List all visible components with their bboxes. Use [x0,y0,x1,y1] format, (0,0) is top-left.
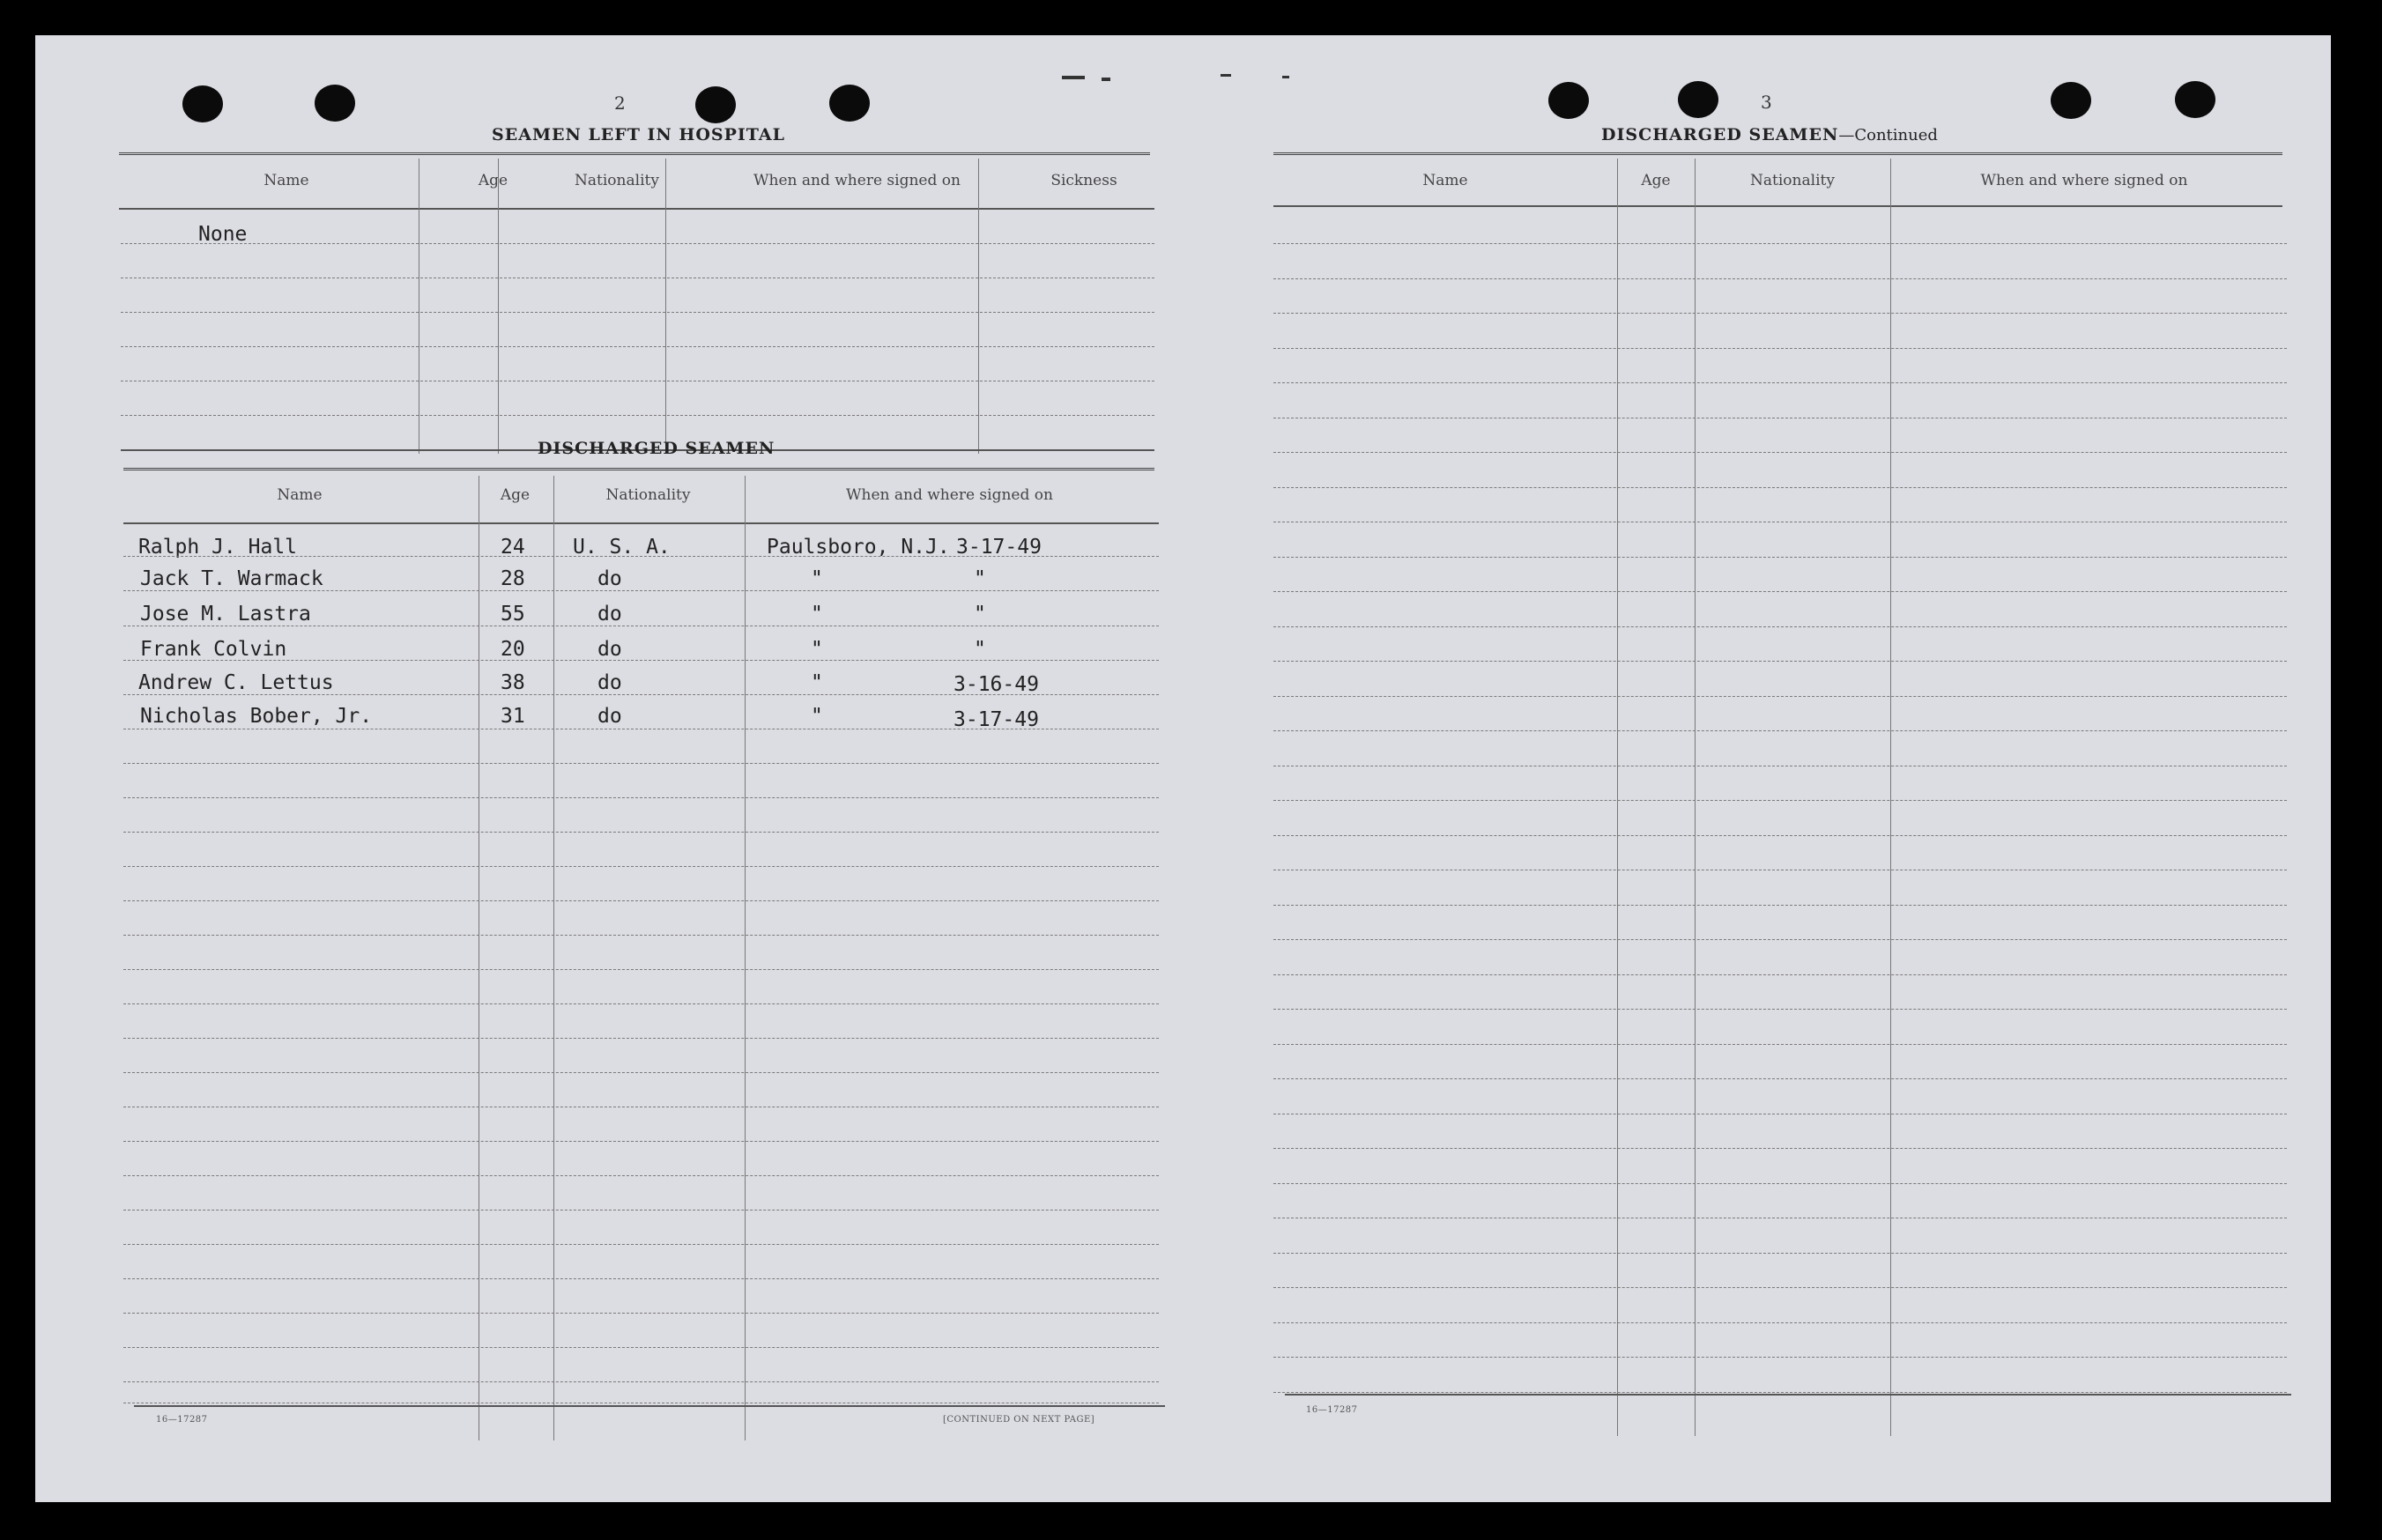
column-divider [1617,159,1618,1436]
ruled-line [123,1313,1159,1314]
seaman-nationality: do [597,705,622,728]
continued-note: [CONTINUED ON NEXT PAGE] [943,1415,1095,1425]
column-header-nationality: Nationality [1750,172,1835,189]
column-header-age: Age [500,486,531,504]
double-rule [123,468,1154,470]
punch-hole [1548,82,1589,119]
table-bottom-rule [134,1405,1165,1407]
header-rule [123,522,1159,524]
punch-hole [182,85,223,122]
ruled-line [1273,1253,2287,1254]
hospital-entry: None [198,223,248,246]
ink-mark [1102,78,1110,81]
punch-hole [315,85,355,122]
column-header-when-where: When and where signed on [1980,172,2188,189]
hospital-section-title: SEAMEN LEFT IN HOSPITAL [492,125,785,144]
document-spread [35,35,2331,1502]
ruled-line [1273,1287,2287,1288]
seaman-nationality: do [597,638,622,661]
seaman-name: Ralph J. Hall [138,536,298,559]
ruled-line [123,1141,1159,1142]
section-title: DISCHARGED SEAMEN [1601,125,1839,144]
ruled-line [1273,278,2287,279]
ruled-line [123,1003,1159,1004]
ruled-line [123,1175,1159,1176]
punch-hole [2175,81,2215,118]
seaman-name: Jack T. Warmack [140,567,323,590]
ruled-line [121,415,1154,416]
ruled-line [1273,1078,2287,1079]
column-header-when-where: When and where signed on [846,486,1053,504]
seaman-name: Jose M. Lastra [140,603,311,626]
column-header-nationality: Nationality [575,172,659,189]
ruled-line [123,1347,1159,1348]
seaman-age: 38 [501,671,525,694]
column-header-nationality: Nationality [605,486,691,504]
column-header-age: Age [1641,172,1671,189]
ruled-line [123,660,1159,661]
header-rule [119,208,1154,210]
column-divider [1695,159,1696,1436]
ruled-line [123,797,1159,798]
seaman-name: Andrew C. Lettus [138,671,334,694]
signed-on-place: " [811,567,823,590]
signed-on-place: " [811,638,823,661]
table-bottom-rule [1285,1394,2291,1396]
ruled-line [1273,243,2287,244]
ruled-line [1273,800,2287,801]
punch-hole [2051,82,2091,119]
seaman-nationality: do [597,671,622,694]
ruled-line [121,346,1154,347]
ruled-line [1273,452,2287,453]
seaman-name: Frank Colvin [140,638,287,661]
ruled-line [1273,905,2287,906]
ruled-line [123,763,1159,764]
ruled-line [123,556,1159,557]
ruled-line [1273,382,2287,383]
signed-on-place: Paulsboro, N.J. [767,536,950,559]
seaman-age: 24 [501,536,525,559]
signed-on-place: " [811,671,823,694]
column-divider [498,159,499,454]
signed-on-date: " [974,603,986,626]
ruled-line [123,1210,1159,1211]
ink-mark [1062,76,1085,79]
ruled-line [1273,487,2287,488]
seaman-age: 28 [501,567,525,590]
signed-on-place: " [811,705,823,728]
form-number: 16—17287 [1306,1405,1358,1415]
signed-on-date: 3-17-49 [954,708,1039,731]
punch-hole [829,85,870,122]
ruled-line [123,1381,1159,1382]
discharged-continued-title [1601,125,1938,144]
ruled-line [1273,939,2287,940]
ruled-line [121,312,1154,313]
column-divider [978,159,979,454]
column-header-sickness: Sickness [1050,172,1117,189]
ruled-line [123,590,1159,591]
page-number: 2 [614,93,626,114]
ruled-line [1273,557,2287,558]
ink-mark [1282,76,1289,78]
ruled-line [1273,1392,2287,1393]
punch-hole [1678,81,1718,118]
ruled-line [123,1244,1159,1245]
double-rule [119,152,1150,155]
column-divider [665,159,666,454]
header-rule [1273,205,2282,207]
seaman-age: 55 [501,603,525,626]
form-number: 16—17287 [156,1415,208,1425]
column-header-name: Name [277,486,323,504]
column-header-when-where: When and where signed on [753,172,961,189]
ruled-line [123,969,1159,970]
punch-hole [695,86,736,123]
double-rule [1273,152,2282,155]
ink-mark [1221,74,1231,77]
ruled-line [123,832,1159,833]
seaman-age: 20 [501,638,525,661]
ruled-line [1273,730,2287,731]
ruled-line [123,1278,1159,1279]
ruled-line [1273,974,2287,975]
seaman-nationality: do [597,567,622,590]
signed-on-date: 3-17-49 [956,536,1042,559]
ruled-line [123,1038,1159,1039]
ruled-line [121,243,1154,244]
seaman-nationality: U. S. A. [573,536,671,559]
ruled-line [1273,626,2287,627]
ruled-line [1273,1183,2287,1184]
discharged-section-title: DISCHARGED SEAMEN [538,439,775,458]
seaman-age: 31 [501,705,525,728]
signed-on-date: " [974,638,986,661]
column-divider [1890,159,1891,1436]
ruled-line [1273,1044,2287,1045]
ruled-line [1273,835,2287,836]
column-header-name: Name [263,172,309,189]
column-header-age: Age [478,172,508,189]
ruled-line [123,900,1159,901]
signed-on-date: 3-16-49 [954,673,1039,696]
ruled-line [1273,661,2287,662]
ruled-line [1273,1009,2287,1010]
ruled-line [1273,313,2287,314]
column-header-name: Name [1422,172,1468,189]
signed-on-date: " [974,567,986,590]
page-number: 3 [1761,92,1772,113]
signed-on-place: " [811,603,823,626]
ruled-line [123,866,1159,867]
continued-suffix: —Continued [1838,126,1938,144]
seaman-name: Nicholas Bober, Jr. [140,705,373,728]
ruled-line [1273,1357,2287,1358]
ruled-line [1273,348,2287,349]
column-divider [553,476,554,1440]
ruled-line [123,694,1159,695]
ruled-line [1273,591,2287,592]
column-divider [745,476,746,1440]
ruled-line [1273,1322,2287,1323]
seaman-nationality: do [597,603,622,626]
ruled-line [123,935,1159,936]
ruled-line [123,1072,1159,1073]
ruled-line [1273,696,2287,697]
ruled-line [1273,1148,2287,1149]
